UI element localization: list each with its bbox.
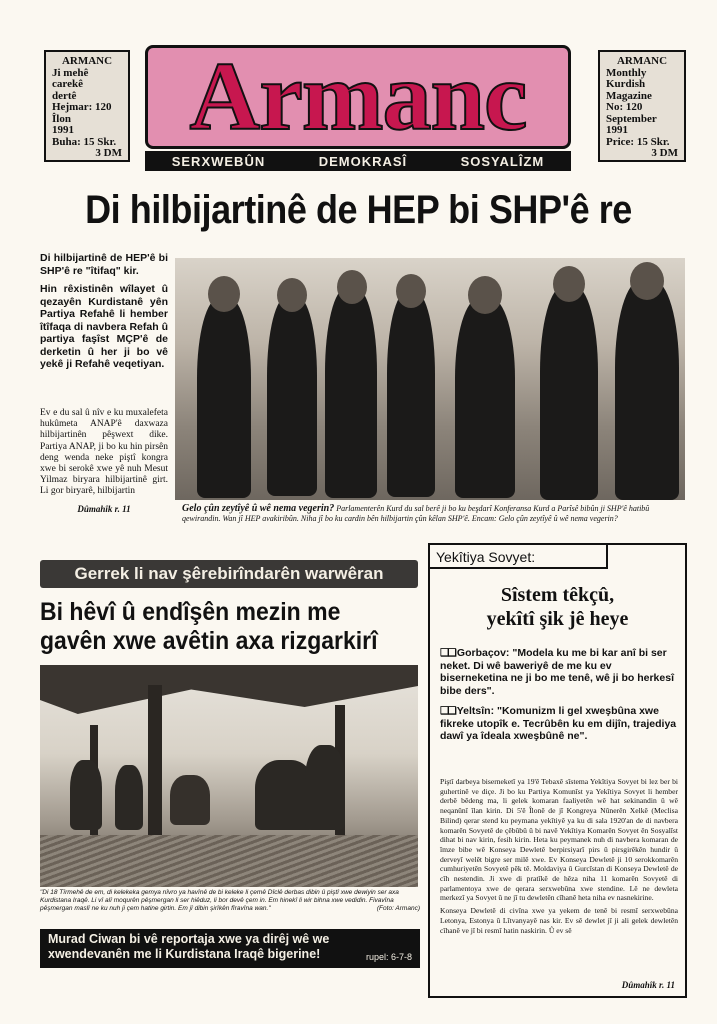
soviet-body <box>440 777 678 938</box>
info-line: Price: 15 Skr. <box>606 135 670 148</box>
soviet-paragraph: Konseya Dewletê di civîna xwe ya yekem de tenê bi resmî serxwebûna Letonya, Estonya û Lîtvanyayê nas kir. Ev sê dewlet jî ji ali gelek dewletên cîhanê ve jî bi resmî hatin naskirin. Û ev sê <box>440 906 678 935</box>
quote-text: Gorbaçov: "Modela ku me bi kar anî bi ser neket. Di wê baweriyê de me ku ev biserneketina ne ji bo me tenê, wê ji bo herkesî bibe ders". <box>440 647 674 697</box>
gorbachev-quote <box>440 647 678 697</box>
info-line: 1991 <box>606 124 628 136</box>
river-camp-caption <box>40 889 420 913</box>
lead-body <box>40 408 168 516</box>
info-line: 3 DM <box>651 147 678 159</box>
soviet-section <box>428 543 687 998</box>
info-line: Îlon <box>52 112 71 125</box>
tagline-word: SERXWEBÛN <box>171 153 266 169</box>
info-line: Ji mehê <box>52 66 89 79</box>
masthead <box>145 45 571 149</box>
info-line: ARMANC <box>61 55 113 67</box>
info-line: September <box>606 112 657 125</box>
iraq-section-bar: Gerrek li nav şêrebirîndarên warwêran <box>40 560 418 588</box>
iraq-footer-page: rupel: 6-7-8 <box>365 952 412 962</box>
iraq-footer-box <box>40 929 420 968</box>
soviet-title-line: yekîtî şik jê heye <box>486 608 629 630</box>
info-line: Buha: 15 Skr. <box>52 135 117 148</box>
info-line: dertê <box>52 89 77 102</box>
soviet-title-line: Sîstem têkçû, <box>500 584 615 606</box>
quote-box-icon: ❑❑ <box>440 705 455 717</box>
info-line: 1991 <box>52 124 74 136</box>
lead-summary <box>40 252 168 377</box>
info-line: 3 DM <box>95 147 122 159</box>
iraq-headline-line: Bi hêvî û endîşên mezin me <box>40 598 341 626</box>
info-line: ARMANC <box>616 55 668 67</box>
iraq-footer-text: Murad Ciwan bi vê reportaja xwe ya dirêj wê we xwendevanên me li Kurdistana Iraqê bigerine! <box>48 932 330 961</box>
masthead-logo: Armanc <box>189 45 527 149</box>
info-line: Kurdish <box>606 78 646 90</box>
politicians-photo-caption <box>182 504 687 524</box>
caption-text: Parlamenterên Kurd du sal berê ji bo ku beşdarî Konferansa Kurd a Parîsê bibûn ji SHP'ê hatibû qewirandin. Wan jî HEP avakiribûn. Niha jî bo ku cardin bên hilbijartin çûn kêlan SHP'ê. Encam: Gelo çûn zeytîyê û wê nema vegerin? <box>182 504 650 523</box>
soviet-section-header: Yekîtiya Sovyet: <box>430 545 608 569</box>
quote-text: Yeltsîn: "Komunizm li gel xweşbûna xwe fikreke utopîk e. Tecrûbên ku em dijîn, trajediya dawî ya îdeala xweşbûnê ne". <box>440 705 677 742</box>
iraq-headline-line: gavên xwe avêtin axa rizgarkirî <box>40 627 378 655</box>
quote-box-icon: ❑❑ <box>440 647 455 659</box>
left-info-box <box>44 50 130 162</box>
yeltsin-quote <box>440 705 678 743</box>
info-line: carekê <box>52 78 83 90</box>
masthead-tagline <box>145 151 571 171</box>
continued-link[interactable]: Dûmahîk r. 11 <box>621 980 675 990</box>
caption-text: "Di 18 Tîrmehê de em, di kelekeka gemya nîvro ya havînê de bi keleke li çemê Dîclê derbas dibin û piştî xwe dewiyin ser axa Kurdistana Iraqê. Li vî alî moqurên pêşmergan li ser hiêduz, li bor devê çem in. Em hinekî li wir bihna xwe vedidin. Fivavîna pêşmergan maslî ne ku nuh ji çem hatine girtin. Em jî dibin şirîkên fîravîna wan." <box>40 889 399 912</box>
info-line: Magazine <box>606 89 652 102</box>
lead-paragraph: Di hilbijartinê de HEP'ê bi SHP'ê re "îtifaq" kir. <box>40 252 168 277</box>
main-headline: Di hilbijartinê de HEP bi SHP'ê re <box>85 188 632 232</box>
tagline-word: DEMOKRASÎ <box>318 153 408 169</box>
photo-credit: (Foto: Armanc) <box>376 905 420 912</box>
soviet-paragraph: Piştî darbeya biserneketî ya 19'ê Tebaxê sîstema Yekîtiya Sovyet bi lez ber bi guhertinê ve diçe. Ji bo ku Partiya Komunîst ya Yekîtiya Sovyet li hember derbê bêdeng ma, li gelek komaran faaliyetên wê hat sekinandin û wê neqanûnî îlan kirin. Di 5'ê Îlonê de jî Kongreya Nûnerên Xelkê (Meclisa Bilind) qerar stend ku peymana yekîtiyê ya ku di sala 1920'an de di navbera komarên Sovyetê de çêbûbû û bi navê Yekîtiya Komarên Sovyet ên Sosyalîst dihat bi nav kirin, fesih kirin. Heta ku peymanek nuh di navbera komaran de îmze bibe wê Konseya Dewletê berpirsiyarî pirs û pirsgirêkên hundir û derveyî welêt bigre ser milê xwe. Ev Konseya Dewletê ji 10 serokkomarên cumhuriyetên Sovyetê pêk tê. Moldaviya û Gurcîstan di Konseya Dewletê de cîh nestendin. Ji xwe di pratîkê de hêza niha 11 komarên Sovyetê di parlamentoya xwe de qerara serxwebûna xwe stendine. Lê ne dewleta merkezî ya Sovyet û ne jî tu dewletên cîhanê heta niha ev nasnekirine. <box>440 777 678 903</box>
tagline-word: SOSYALÎZM <box>460 153 545 169</box>
iraq-headline <box>40 598 390 656</box>
lead-body-text: Ev e du sal û nîv e ku muxalefeta hukûmeta ANAP'ê daxwaza hilbijartinên pêşwext dike. Partiya ANAP, ji bo ku hin pirsên deng wenda neke piştî kongra xwe bi serokê xwe yê nuh Mesut Yilmaz biryara hilbijartinê girt. Li gor biryarê, hilbijartin <box>40 408 168 497</box>
continued-link[interactable]: Dûmahîk r. 11 <box>77 503 131 514</box>
info-line: No: 120 <box>606 101 643 113</box>
soviet-title <box>430 583 685 631</box>
info-line: Monthly <box>606 66 647 79</box>
lead-paragraph: Hin rêxistinên wîlayet û qezayên Kurdistanê yên Partiya Refahê li hember îtîfaqa di navbera Refah û partiya faşîst MÇP'ê de derketin û her ji bo vê yekê ji Refahê veqetiyan. <box>40 283 168 370</box>
right-info-box <box>598 50 686 162</box>
caption-bold: Gelo çûn zeytîyê û wê nema vegerin? <box>182 503 335 514</box>
info-line: Hejmar: 120 <box>52 101 112 113</box>
river-camp-photo <box>40 665 418 887</box>
politicians-photo <box>175 258 685 500</box>
